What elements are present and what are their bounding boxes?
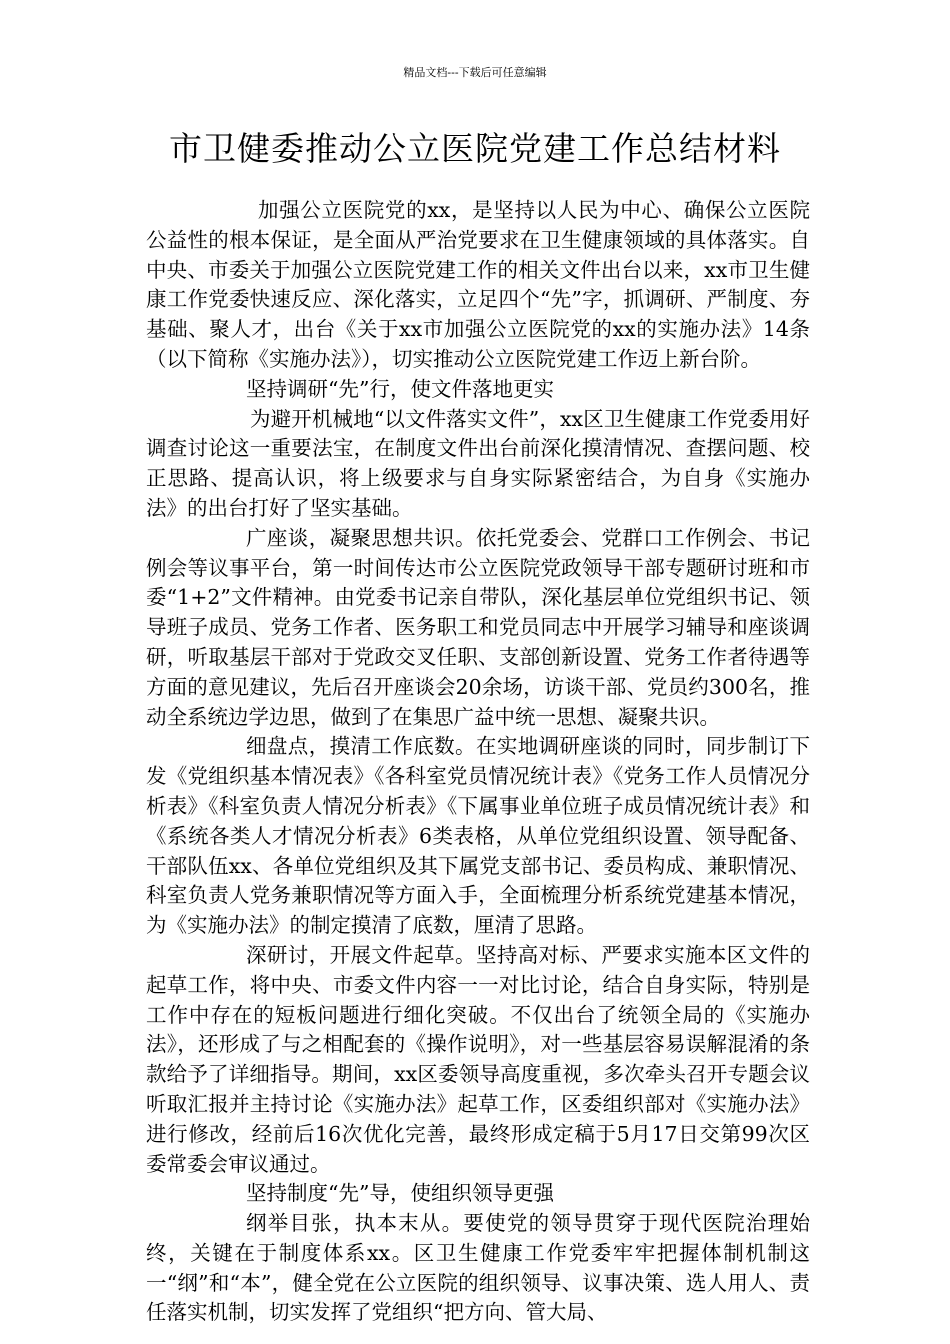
paragraph-research-overview: 为避开机械地“以文件落实文件”，xx区卫生健康工作党委用好调查讨论这一重要法宝，在制度文件出台前深化摸清情况、查摆问题、校正思路、提高认识，将上级要求与自身实际紧密结合，为自身《实施办法》的出台打好了坚实基础。: [146, 406, 810, 520]
paragraph-drafting: 深研讨，开展文件起草。坚持高对标、严要求实施本区文件的起草工作，将中央、市委文件内容一一对比讨论，结合自身实际，特别是工作中存在的短板问题进行细化突破。不仅出台了统领全局的《实施办法》，还形成了与之相配套的《操作说明》，对一些基层容易误解混淆的条款给予了详细指导。期间，xx区委领导高度重视，多次牵头召开专题会议听取汇报并主持讨论《实施办法》起草工作，区委组织部对《实施办法》进行修改，经前后16次优化完善，最终形成定稿于5月17日交第99次区委常委会审议通过。: [146, 942, 810, 1176]
paragraph-symposium: 广座谈，凝聚思想共识。依托党委会、党群口工作例会、书记例会等议事平台，第一时间传达市公立医院党政领导干部专题研讨班和市委“1+2”文件精神。由党委书记亲自带队，深化基层单位党组织书记、领导班子成员、党务工作者、医务职工和党员同志中开展学习辅导和座谈调研，听取基层干部对于党政交叉任职、支部创新设置、党务工作者待遇等方面的意见建议，先后召开座谈会20余场，访谈干部、党员约300名，推动全系统边学边思，做到了在集思广益中统一思想、凝聚共识。: [146, 525, 810, 729]
header-note: 精品文档---下载后可任意编辑: [403, 66, 547, 79]
paragraph-inventory: 细盘点，摸清工作底数。在实地调研座谈的同时，同步制订下发《党组织基本情况表》《各科室党员情况统计表》《党务工作人员情况分析表》《科室负责人情况分析表》《下属事业单位班子成员情况统计表》和《系统各类人才情况分析表》6类表格，从单位党组织设置、领导配备、干部队伍xx、各单位党组织及其下属党支部书记、委员构成、兼职情况、科室负责人党务兼职情况等方面入手，全面梳理分析系统党建基本情况，为《实施办法》的制定摸清了底数，厘清了思路。: [146, 734, 810, 938]
paragraph-intro: 加强公立医院党的xx，是坚持以人民为中心、确保公立医院公益性的根本保证，是全面从严治党要求在卫生健康领域的具体落实。自中央、市委关于加强公立医院党建工作的相关文件出台以来，xx市卫生健康工作党委快速反应、深化落实，立足四个“先”字，抓调研、严制度、夯基础、聚人才，出台《关于xx市加强公立医院党的xx的实施办法》14条（以下简称《实施办法》），切实推动公立医院党建工作迈上新台阶。: [146, 198, 810, 371]
document-title: 市卫健委推动公立医院党建工作总结材料: [169, 129, 781, 168]
section-heading-system: 坚持制度“先”导，使组织领导更强: [246, 1181, 554, 1206]
section-heading-research: 坚持调研“先”行，使文件落地更实: [246, 376, 554, 401]
document-body: [146, 196, 810, 1328]
paragraph-system: 纲举目张，执本末从。要使党的领导贯穿于现代医院治理始终，关键在于制度体系xx。区卫生健康工作党委牢牢把握体制机制这一“纲”和“本”，健全党在公立医院的组织领导、议事决策、选人用人、责任落实机制，切实发挥了党组织“把方向、管大局、: [146, 1211, 810, 1325]
